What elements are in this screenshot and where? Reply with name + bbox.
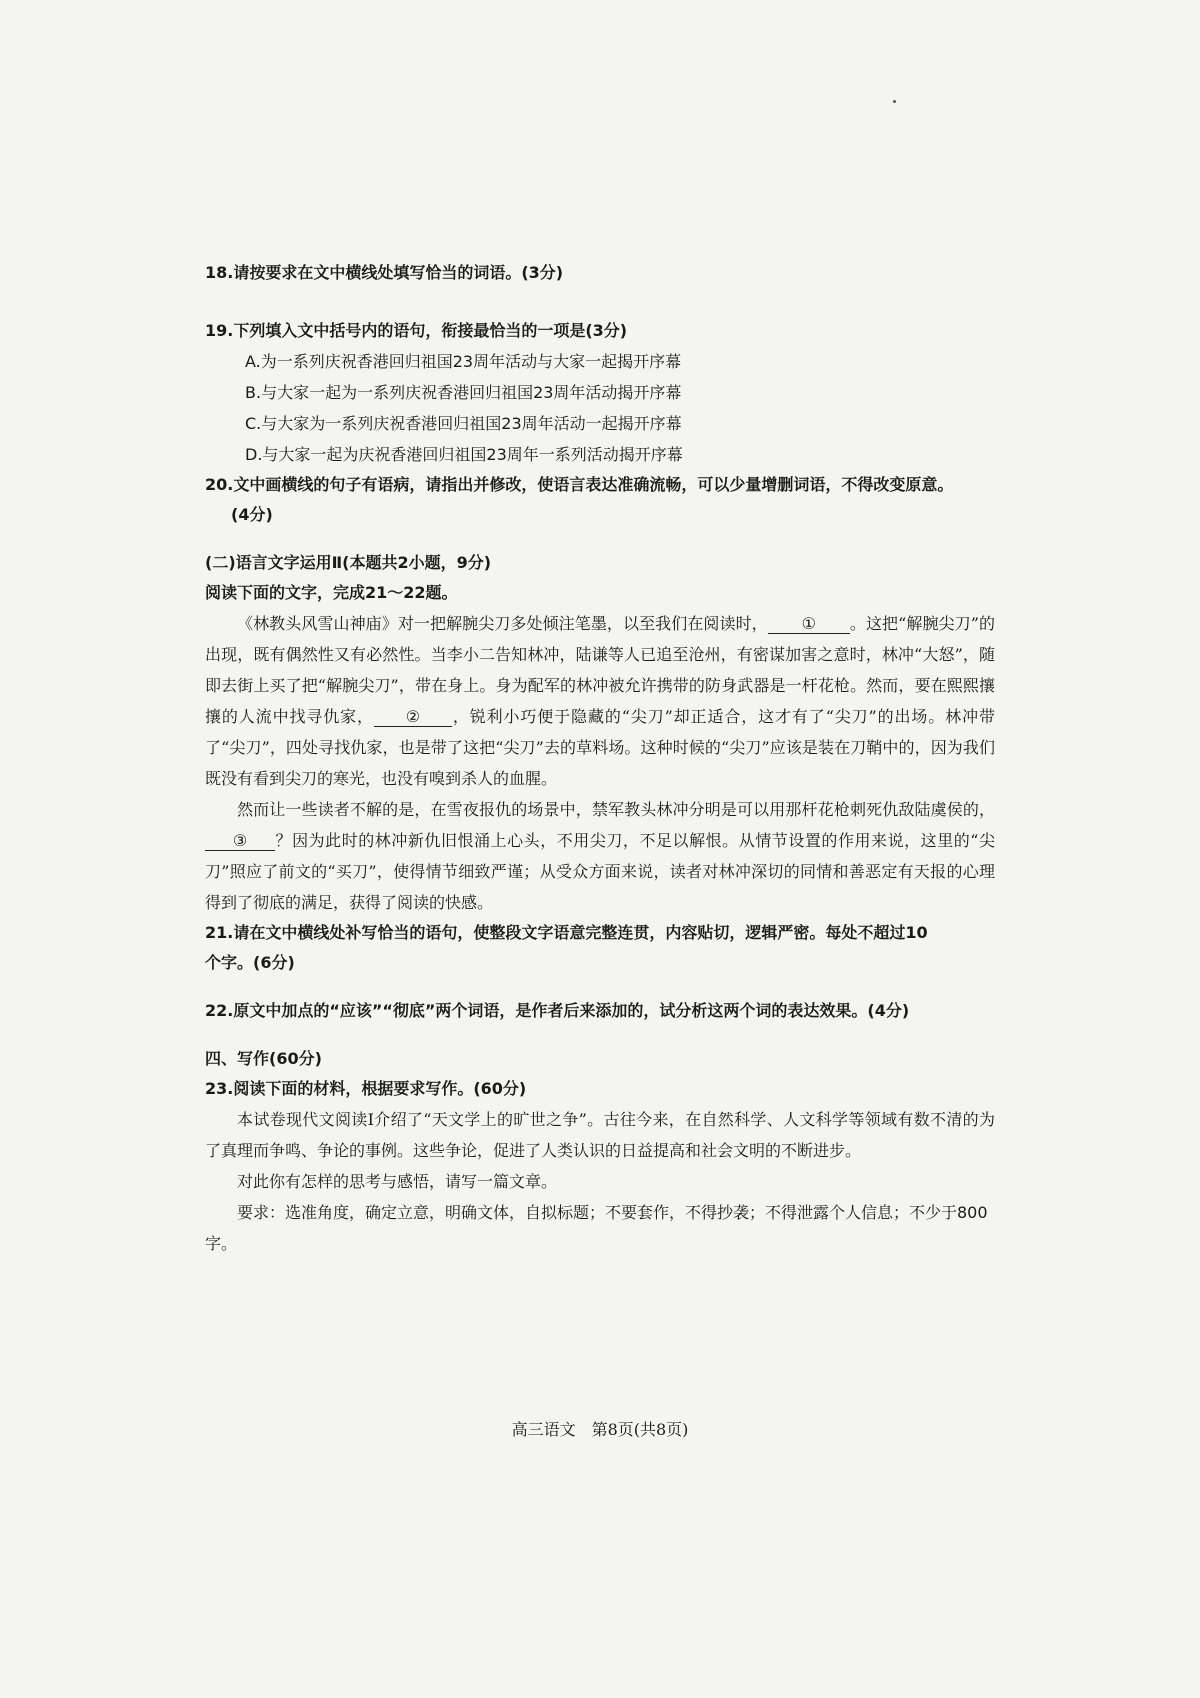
scan-speck <box>893 100 896 103</box>
passage-p2a: 然而让一些读者不解的是，在雪夜报仇的场景中，禁军教头林冲分明是可以用那杆花枪刺死仇敌陆虞侯的， <box>237 800 995 819</box>
section-2-title: (二)语言文字运用Ⅱ(本题共2小题，9分) <box>205 553 492 572</box>
passage-paragraph-2 <box>205 794 995 918</box>
question-19-option-b: B.与大家一起为一系列庆祝香港回归祖国23周年活动揭开序幕 <box>245 383 682 402</box>
section-4-title: 四、写作(60分) <box>205 1049 322 1068</box>
question-19 <box>205 316 995 470</box>
passage-paragraph-1 <box>205 608 995 794</box>
blank-1: ① <box>768 615 850 634</box>
question-19-option-c: C.与大家为一系列庆祝香港回归祖国23周年活动一起揭开序幕 <box>245 414 682 433</box>
question-21 <box>205 918 995 978</box>
question-21-line2: 个字。(6分) <box>205 953 295 972</box>
blank-2: ② <box>374 708 452 727</box>
page-content <box>205 258 995 1259</box>
passage-p2b: ？因为此时的林冲新仇旧恨涌上心头，不用尖刀，不足以解恨。从情节设置的作用来说，这里的“尖刀”照应了前文的“买刀”，使得情节细致严谨；从受众方面来说，读者对林冲深切的同情和善恶定有天报的心理得到了彻底的满足，获得了阅读的快感。 <box>205 831 995 912</box>
passage-p1b: 。这把“解腕尖刀”的出现，既有偶然性又有必然性。当李小二告知林冲，陆谦等人已追至沧州，有密谋加害之意时，林冲“大怒”，随即去街上买了把“解腕尖刀”，带在身上。身为配军的林冲被允许携带的防身武器是一杆花枪。然而，要在熙熙攘攘的人流中找寻仇家， <box>205 614 995 726</box>
blank-3: ③ <box>205 832 275 851</box>
page-footer: 高三语文 第8页(共8页) <box>511 1420 689 1439</box>
section-2-instruction: 阅读下面的文字，完成21～22题。 <box>205 583 458 602</box>
question-19-option-a: A.为一系列庆祝香港回归祖国23周年活动与大家一起揭开序幕 <box>245 352 682 371</box>
question-19-stem: 19.下列填入文中括号内的语句，衔接最恰当的一项是(3分) <box>205 321 628 340</box>
question-22: 22.原文中加点的“应该”“彻底”两个词语，是作者后来添加的，试分析这两个词的表达效果。(4分) <box>205 1001 910 1020</box>
question-23-prompt: 对此你有怎样的思考与感悟，请写一篇文章。 <box>237 1172 558 1191</box>
question-20-line2: (4分) <box>231 505 273 524</box>
question-23-requirements: 要求：选准角度，确定立意，明确文体，自拟标题；不要套作，不得抄袭；不得泄露个人信息；不少于800字。 <box>205 1203 988 1253</box>
passage-p1c: ，锐利小巧便于隐藏的“尖刀”却正适合，这才有了“尖刀”的出场。林冲带了“尖刀”，四处寻找仇家，也是带了这把“尖刀”去的草料场。这种时候的“尖刀”应该是装在刀鞘中的，因为我们既没有看到尖刀的寒光，也没有嗅到杀人的血腥。 <box>205 707 995 788</box>
question-23-stem: 23.阅读下面的材料，根据要求写作。(60分) <box>205 1079 527 1098</box>
question-23-material: 本试卷现代文阅读Ⅰ介绍了“天文学上的旷世之争”。古往今来，在自然科学、人文科学等领域有数不清的为了真理而争鸣、争论的事例。这些争论，促进了人类认识的日益提高和社会文明的不断进步。 <box>205 1110 995 1160</box>
passage-p1a: 《林教头风雪山神庙》对一把解腕尖刀多处倾注笔墨，以至我们在阅读时， <box>237 614 768 633</box>
question-18: 18.请按要求在文中横线处填写恰当的词语。(3分) <box>205 263 564 282</box>
question-21-line1: 21.请在文中横线处补写恰当的语句，使整段文字语意完整连贯，内容贴切，逻辑严密。每处不超过10 <box>205 923 928 942</box>
question-20 <box>205 470 995 530</box>
question-19-option-d: D.与大家一起为庆祝香港回归祖国23周年一系列活动揭开序幕 <box>245 445 683 464</box>
question-20-line1: 20.文中画横线的句子有语病，请指出并修改，使语言表达准确流畅，可以少量增删词语，不得改变原意。 <box>205 475 954 494</box>
